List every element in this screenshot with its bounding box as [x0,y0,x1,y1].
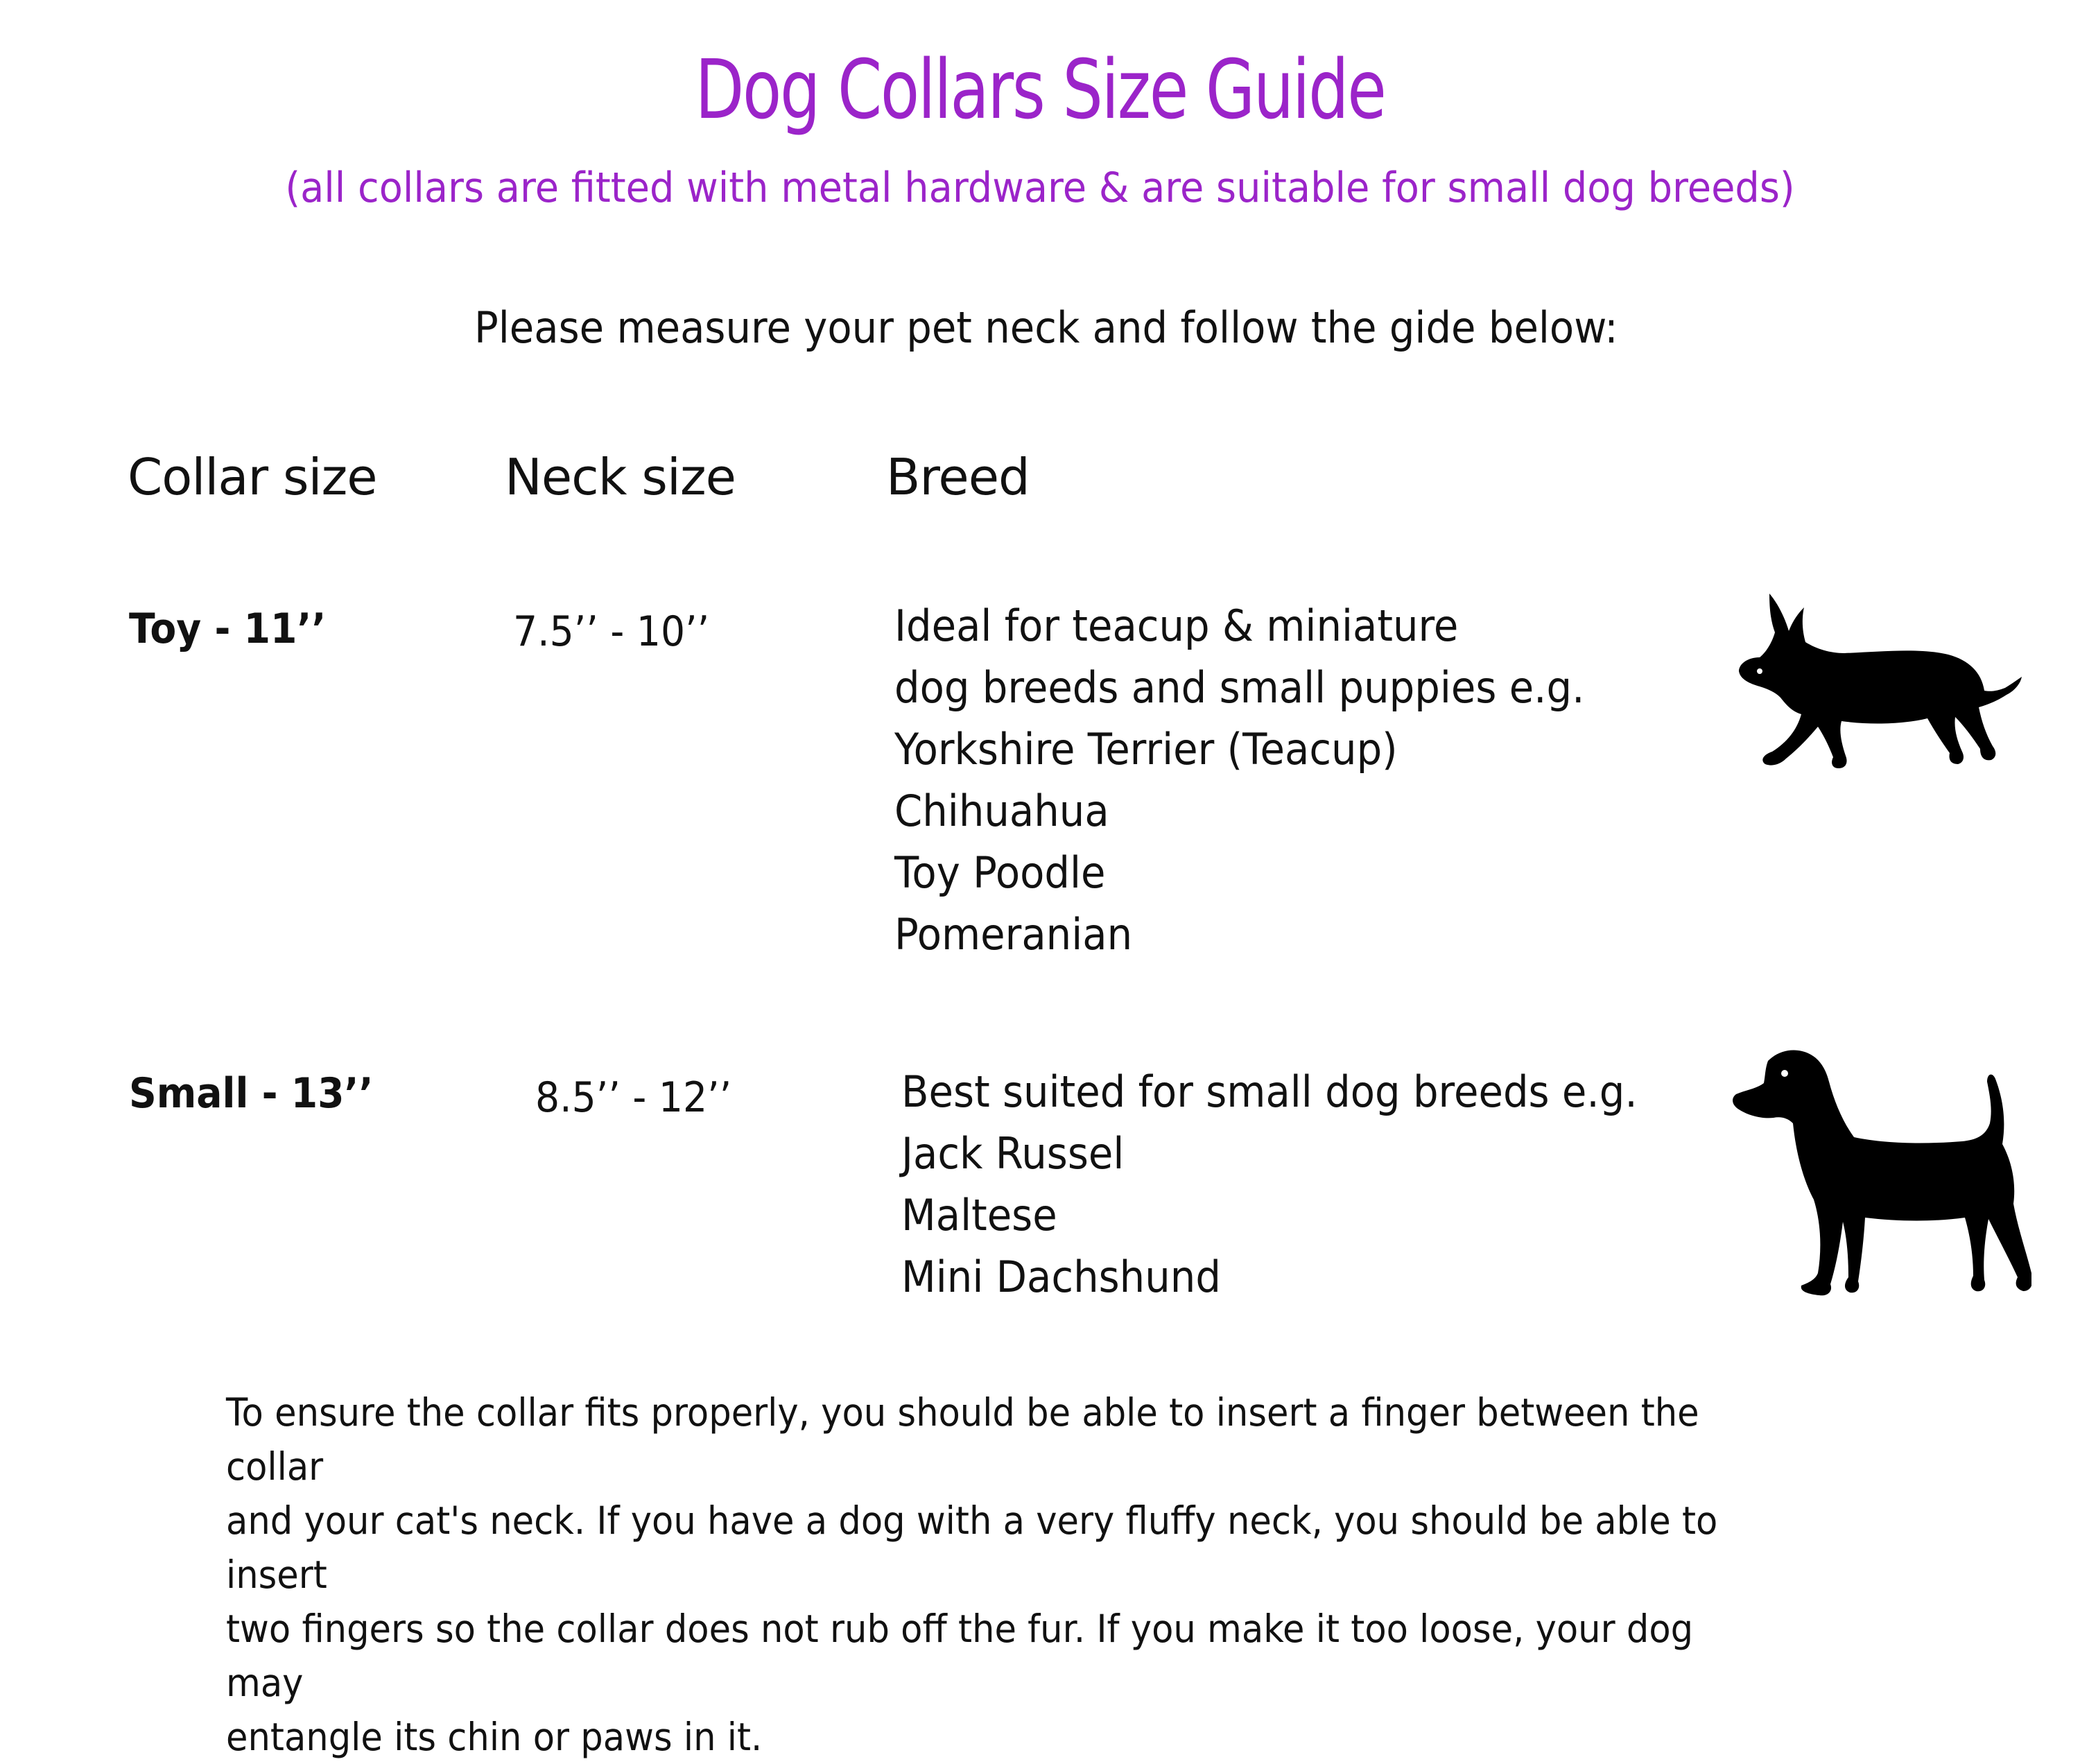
small-breed-list [901,1061,1693,1308]
breed-line: Pomeranian [894,909,1133,960]
chihuahua-silhouette-icon [1719,576,2025,777]
toy-collar-size: Toy - 11’’ [129,605,327,653]
breed-line: Jack Russel [901,1128,1125,1179]
small-neck-size: 8.5’’ - 12’’ [535,1073,732,1122]
fit-instructions: To ensure the collar fits properly, you should be able to insert a finger between the collar and your cat's neck. If you have a dog with a very fluffy neck, you should be able to insert two fingers so the collar does not rub off the fur. If you make it too loose, your dog may entangle its chin or paws in it. [226,1390,1718,1759]
small-collar-size: Small - 13’’ [129,1069,374,1118]
breed-line: dog breeds and small puppies e.g. [894,662,1585,713]
toy-neck-size: 7.5’’ - 10’’ [513,607,710,656]
toy-breed-list [894,595,1636,965]
breed-line: Best suited for small dog breeds e.g. [901,1066,1638,1117]
page-subtitle: (all collars are fitted with metal hardware & are suitable for small dog breeds) [285,164,1795,212]
measure-instruction: Please measure your pet neck and follow the gide below: [474,302,1618,353]
column-header-collar-size: Collar size [128,448,377,506]
breed-line: Mini Dachshund [901,1252,1221,1302]
column-header-neck-size: Neck size [505,448,736,506]
breed-line: Chihuahua [894,786,1109,836]
terrier-silhouette-icon [1726,1040,2031,1304]
breed-line: Maltese [901,1190,1057,1240]
breed-line: Toy Poodle [894,847,1106,898]
column-header-breed: Breed [886,448,1030,506]
breed-line: Yorkshire Terrier (Teacup) [894,724,1398,775]
page-title: Dog Collars Size Guide [695,42,1385,137]
breed-line: Ideal for teacup & miniature [894,600,1459,651]
